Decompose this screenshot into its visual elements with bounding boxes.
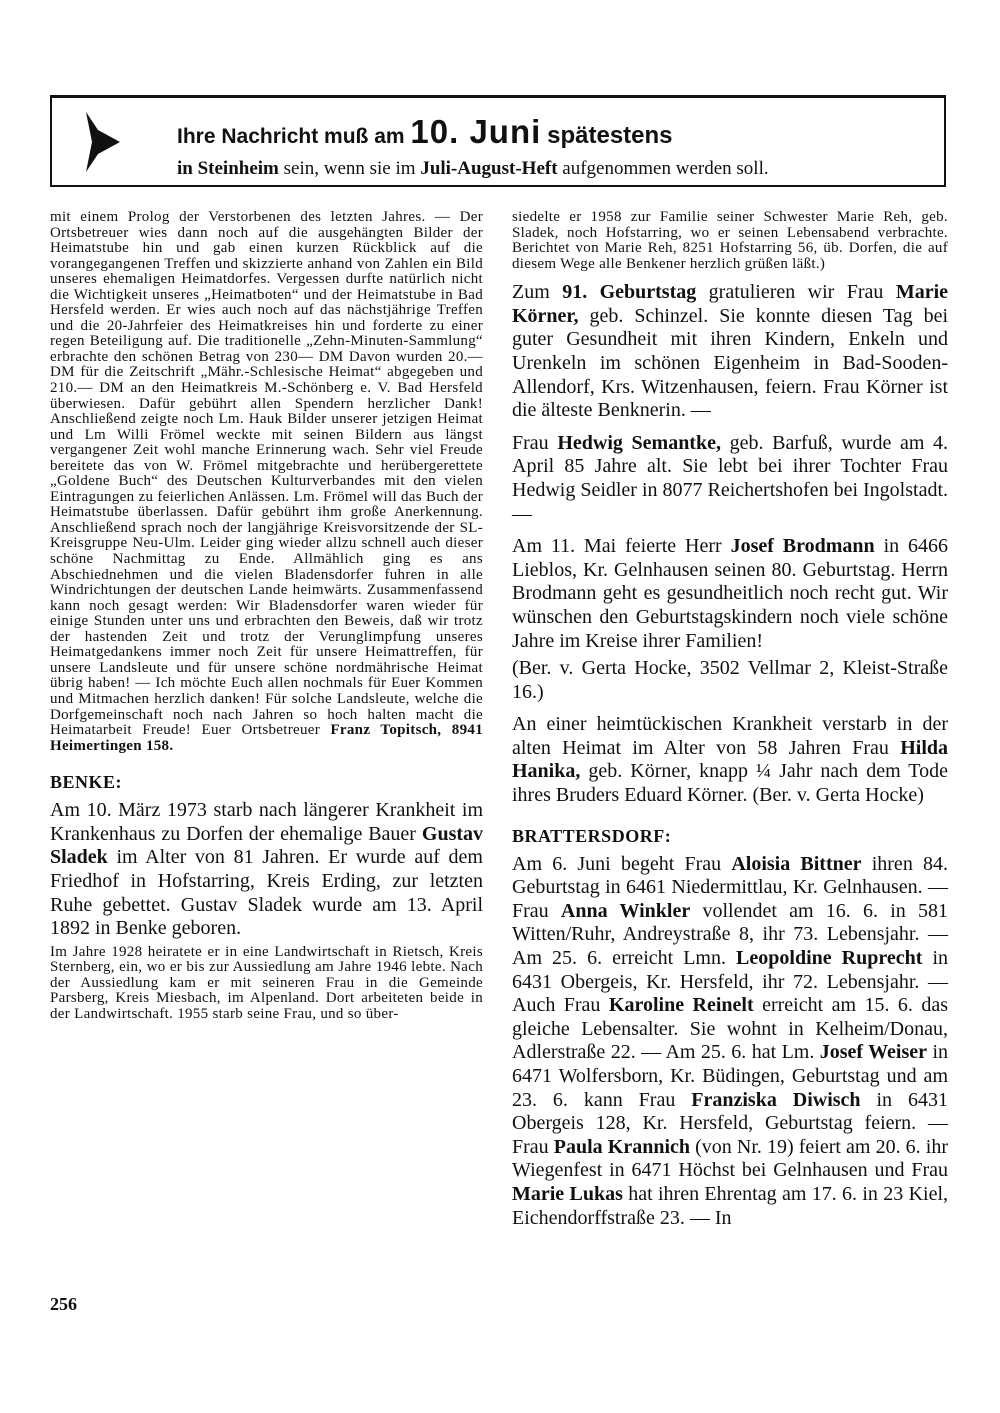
text: ihren 84. Geburtstag in 6461 Niedermittlau, Kr. Gelnhausen. — Frau: [512, 852, 949, 922]
person-name: Aloisia Bittner: [731, 852, 862, 875]
text: Zum: [512, 281, 550, 304]
person-name: Anna Winkler: [560, 899, 691, 922]
text: in 6431 Obergeis 128, Kr. Hersfeld, Geburtstag feiern. — Frau: [512, 1088, 948, 1158]
notice-text: aufgenommen werden soll.: [562, 158, 769, 179]
bladensdorf-report: [50, 210, 483, 754]
text: Am 6. Juni begeht Frau: [512, 852, 722, 875]
notice-place: in Steinheim: [177, 158, 279, 179]
person-name: Marie Körner,: [512, 281, 948, 327]
notice-text: Ihre Nachricht muß am: [177, 125, 405, 148]
birthday-marie-koerner: [512, 281, 948, 423]
benke-obituary: [50, 799, 483, 941]
arrow-right-icon: [82, 112, 120, 172]
notice-date: 10. Juni: [410, 113, 542, 150]
text: erreicht am 15. 6. das gleiche Lebensalter. Sie wohnt in Kelheim/Donau, Adlerstraße 22. — Am 25. 6. hat Lm.: [512, 994, 949, 1064]
obituary-text: Am 10. März 1973 starb nach längerer Krankheit im Krankenhaus zu Dorfen der ehemalige Bauer: [50, 799, 483, 845]
text: (von Nr. 19) feiert am 20. 6. ihr Wiegenfest in 6471 Höchst bei Gelnhausen und Frau: [512, 1135, 948, 1182]
notice-line-1: [177, 113, 673, 151]
person-name: Gustav Sladek: [50, 822, 484, 869]
text: geb. Barfuß, wurde am 4. April 85 Jahre alt. Sie lebt bei ihrer Tochter Frau Hedwig Seidler in 8077 Reichertshofen bei Ingolstadt. —: [512, 431, 949, 525]
brattersdorf-birthdays: [512, 853, 948, 1231]
person-name: Hedwig Semantke,: [557, 431, 721, 454]
birthday-label: 91. Geburtstag: [562, 281, 697, 304]
left-column: [50, 210, 483, 1022]
text: vollendet am 16. 6. in 581 Witten/Ruhr, Andreystraße 8, ihr 73. Lebensjahr. — Am 25. 6. erreicht Lmn.: [512, 899, 948, 970]
person-name: Leopoldine Ruprecht: [736, 947, 923, 970]
text: in 6466 Lieblos, Kr. Gelnhausen seinen 80. Geburtstag. Herrn Brodmann geht es gesundheitlich noch recht gut. Wir wünschen den Geburtstagskindern noch viele schöne Jahre im Kreise ihrer Familien!: [512, 535, 949, 652]
person-name: Franziska Diwisch: [691, 1088, 861, 1111]
page-number: 256: [50, 1294, 77, 1314]
birthday-josef-brodmann: [512, 535, 948, 653]
person-name: Marie Lukas: [512, 1182, 623, 1205]
benke-obituary-detail: Im Jahre 1928 heiratete er in eine Landwirtschaft in Rietsch, Kreis Sternberg, ein, wo er bis zur Aussiedlung am Jahre 1946 lebte. Nach der Aussiedlung kam er mit seineren Frau in die Gemeinde Parsberg, Kreis Miesbach, im Alpenland. Dort arbeiteten beide in der Landwirtschaft. 1955 starb seine Frau, und so über-: [50, 943, 483, 1022]
section-heading-benke: BENKE:: [50, 772, 123, 793]
text: in 6471 Wolfersborn, Kr. Büdingen, Geburtstag und am 23. 6. kann Frau: [512, 1041, 948, 1111]
obituary-text: im Alter von 81 Jahren. Er wurde auf dem Friedhof in Hofstarring, Kreis Erding, zur letzten Ruhe gebettet. Gustav Sladek wurde am 13. April 1892 in Benke geboren.: [50, 846, 483, 940]
person-name: Josef Brodmann: [730, 535, 875, 558]
person-name: Paula Krannich: [553, 1135, 691, 1158]
text: Frau: [512, 431, 549, 454]
person-name: Hilda Hanika,: [512, 736, 948, 783]
text: geb. Schinzel. Sie konnte diesen Tag bei guter Gesundheit mit ihren Kindern, Enkeln und Urenkeln im schönen Eigenheim in Bad-Sooden-Allendorf, Krs. Witzenhausen, feiern. Frau Körner ist die älteste Benknerin. —: [512, 304, 949, 422]
obituary-hilda-hanika: [512, 713, 948, 807]
text: in 6431 Obergeis, Kr. Hersfeld, ihr 72. Lebensjahr. — Auch Frau: [512, 947, 949, 1017]
reporter-credit: (Ber. v. Gerta Hocke, 3502 Vellmar 2, Kleist-Straße 16.): [512, 657, 948, 703]
signature-address: 8941 Heimertingen 158.: [50, 722, 483, 754]
right-column: [512, 210, 948, 1230]
notice-line-2: [177, 158, 769, 180]
notice-issue: Juli-August-Heft: [420, 158, 558, 179]
text: gratulieren wir Frau: [708, 281, 884, 304]
text: Am 11. Mai feierte Herr: [512, 535, 722, 558]
notice-text: spätestens: [547, 122, 673, 149]
birthday-hedwig-semantke: [512, 432, 948, 526]
signature-name: Franz Topitsch,: [330, 722, 442, 739]
report-text: mit einem Prolog der Verstorbenen des letzten Jahres. — Der Ortsbetreuer wies dann noch auf die ausgehängten Bilder der Heimatstube hin und gab einen kurzen Rückblick auf die vorangegangenen Treffen und skizzierte anhand von Zahlen ein Bild unseres ehemaligen Heimatdorfes. Vergessen durfte natürlich nicht die Wichtigkeit unseres „Heimatboten“ und der Heimatstube in Bad Hersfeld werden. Er wies auch noch auf das nächstjährige Treffen und die 20-Jahrfeier des Heimatkreises hin und forderte zu einer regen Beteiligung auf. Die traditionelle „Zehn-Minuten-Sammlung“ erbrachte den schönen Betrag von 230— DM Davon wurden 20.— DM für die Zeitschrift „Mähr.-Schlesische Heimat“ abgegeben und 210.— DM an den Heimatkreis M.-Schönberg e. V. Bad Hersfeld überwiesen. Dafür gebührt allen Spendern herzlicher Dank! Anschließend zeigte noch Lm. Hauk Bilder unserer jetzigen Heimat und Lm Willi Frömel weckte mit seinen Bildern aus längst vergangener Zeit wohl manche Erinnerung wach. Sehr viel Freude bereitete das von W. Frömel mitgebrachte und herübergerettete „Goldene Buch“ des Deutschen Kulturverbandes mit den vielen Eintragungen zu feierlichen Anlässen. Lm. Frömel will das Buch der Heimatstube überlassen. Dafür gebührt ihm große Anerkennung. Anschließend sprach noch der langjährige Kreisvorsitzende der SL-Kreisgruppe Neu-Ulm. Leider ging wieder allzu schnell auch dieser schöne Nachmittag zu Ende. Allmählich ging es ans Abschiednehmen und die vielen Bladensdorfer fuhren in alle Windrichtungen der deutschen Lande heimwärts. Zusammenfassend kann noch gesagt werden: Wir Bladensdorfer waren wieder für einige Stunden unter uns und erbrachten den Beweis, daß wir trotz der hastenden Zeit und trotz der Verunglimpfung unseres Heimatgedankens immer noch Zeit für unsere Heimattreffen, für unsere Landsleute und für unsere schöne nordmährische Heimat übrig haben! — Ich möchte Euch allen nochmals für Euer Kommen und Mitmachen herzlich danken! Für solche Landsleute, welche die Dorfgemeinschaft noch nach Jahren so hoch halten macht die Heimatarbeit Freude! Euer Ortsbetreuer: [50, 209, 483, 739]
text: An einer heimtückischen Krankheit verstarb in der alten Heimat im Alter von 58 Jahren Frau: [512, 713, 948, 759]
section-heading-brattersdorf: BRATTERSDORF:: [512, 825, 672, 846]
text: geb. Körner, knapp ¼ Jahr nach dem Tode ihres Bruders Eduard Körner. (Ber. v. Gerta Hocke): [512, 760, 949, 807]
deadline-notice-box: [50, 95, 946, 187]
text: hat ihren Ehrentag am 17. 6. in 23 Kiel, Eichendorffstraße 23. — In: [512, 1182, 949, 1229]
person-name: Josef Weiser: [819, 1041, 928, 1064]
person-name: Karoline Reinelt: [608, 994, 754, 1017]
benke-obituary-continued: siedelte er 1958 zur Familie seiner Schwester Marie Reh, geb. Sladek, noch Hofstarring, wo er seinen Lebensabend verbrachte. Berichtet von Marie Reh, 8251 Hofstarring 56, üb. Dorfen, die auf diesem Wege alle Benkener herzlich grüßen läßt.): [512, 209, 948, 272]
notice-text: sein, wenn sie im: [283, 158, 416, 179]
